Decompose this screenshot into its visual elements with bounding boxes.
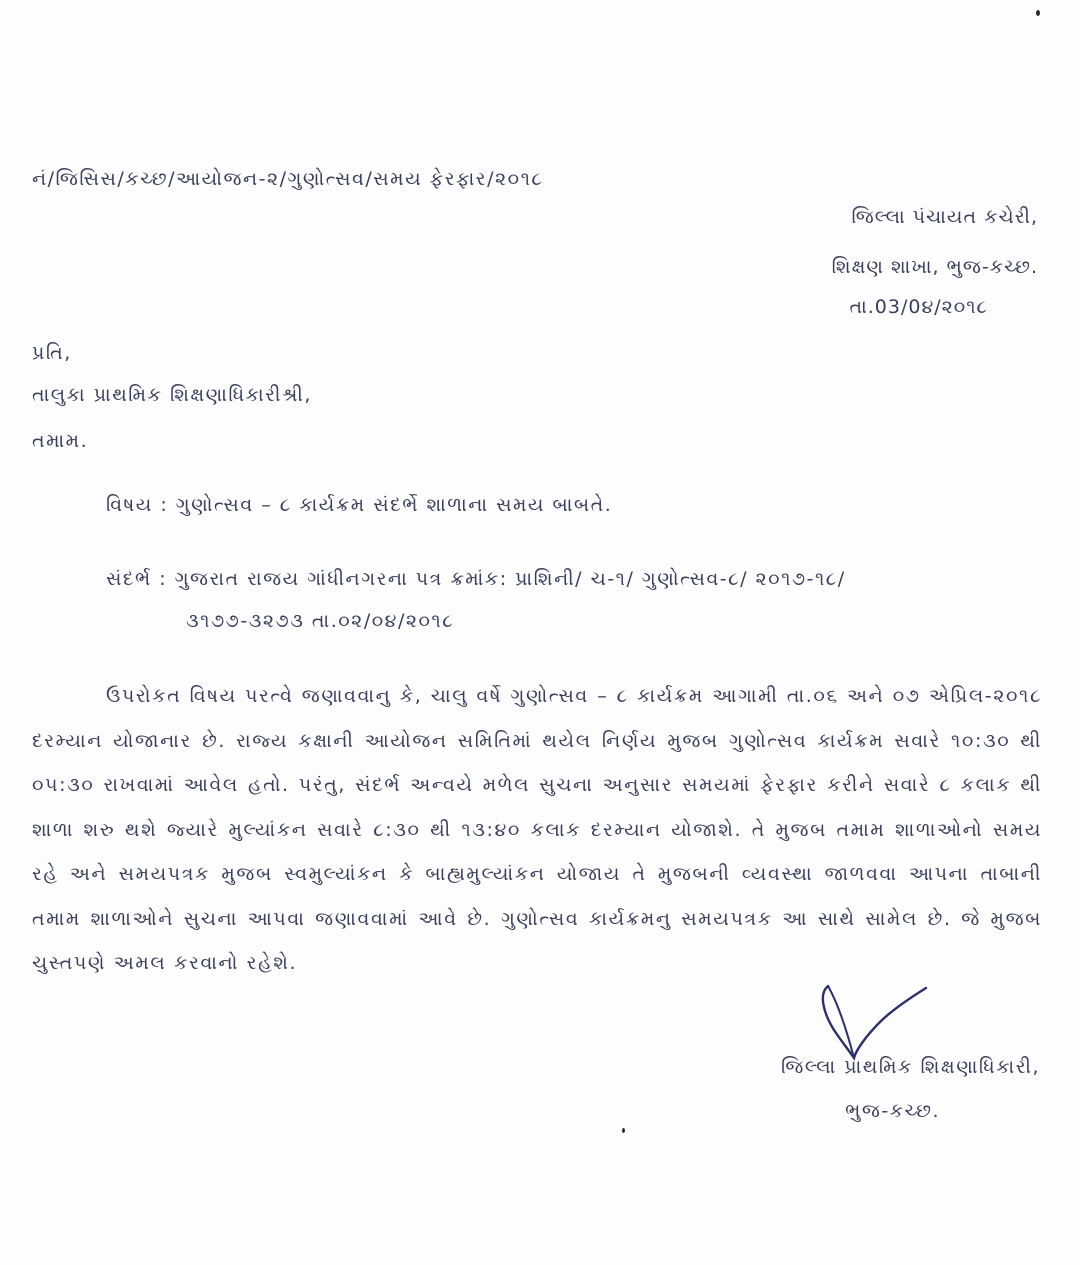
recipient-scope: તમામ. xyxy=(32,430,89,452)
letter-date: તા.03/0૪/૨૦૧૮ xyxy=(849,296,988,318)
sender-department: શિક્ષણ શાખા, ભુજ-કચ્છ. xyxy=(831,256,1038,278)
subject-line: વિષય : ગુણોત્સવ – ૮ કાર્યક્રમ સંદર્ભે શાળાના સમય બાબતે. xyxy=(106,494,613,516)
ink-speck xyxy=(1036,10,1040,16)
recipient-salutation: પ્રતિ, xyxy=(32,342,72,364)
reference-line-2: ૩૧૭૭-૩૨૭૩ તા.૦૨/૦૪/૨૦૧૮ xyxy=(186,610,455,632)
reference-line-1: સંદર્ભ : ગુજરાત રાજય ગાંધીનગરના પત્ર ક્રમાંક: પ્રાશિની/ ચ-૧/ ગુણોત્સવ-૮/ ૨૦૧૭-૧૮/ xyxy=(106,568,846,590)
letter-body: ઉપરોકત વિષય પરત્વે જણાવવાનુ કે, ચાલુ વર્ષે ગુણોત્સવ – ૮ કાર્યક્રમ આગામી તા.૦૬ અને ૦૭ એપ્રિલ-૨૦૧૮ દરમ્યાન યોજાનાર છે. રાજ્ય કક્ષાની આયોજન સમિતિમાં થયેલ નિર્ણય મુજબ ગુણોત્સવ કાર્યક્રમ સવારે ૧૦:૩૦ થી ૦૫:૩૦ રાખવામાં આવેલ હતો. પરંતુ, સંદર્ભ અન્વયે મળેલ સુચના અનુસાર સમયમાં ફેરફાર કરીને સવારે ૮ કલાક થી શાળા શરુ થશે જ્યારે મુલ્યાંકન સવારે ૮:૩૦ થી ૧૩:૪૦ કલાક દરમ્યાન યોજાશે. તે મુજબ તમામ શાળાઓનો સમય રહે અને સમયપત્રક મુજબ સ્વમુલ્યાંકન કે બાહ્યમુલ્યાંકન યોજાય તે મુજબની વ્યવસ્થા જાળવવા આપના તાબાની તમામ શાળાઓને સુચના આપવા જણાવવામાં આવે છે. ગુણોત્સવ કાર્યક્રમનુ સમયપત્રક આ સાથે સામેલ છે. જે મુજબ ચુસ્તપણે અમલ કરવાનો રહેશે. xyxy=(32,685,1042,974)
signatory-title: જિલ્લા પ્રાથમિક શિક્ષણાધિકારી, xyxy=(781,1056,1040,1078)
recipient-title: તાલુકા પ્રાથમિક શિક્ષણાધિકારીશ્રી, xyxy=(32,384,312,406)
ink-speck xyxy=(622,1128,625,1133)
reference-number: નં/જિસિસ/કચ્છ/આયોજન-૨/ગુણોત્સવ/સમય ફેરફાર/૨૦૧૮ xyxy=(32,168,544,190)
signatory-place: ભુજ-કચ્છ. xyxy=(845,1100,940,1122)
sender-office: જિલ્લા પંચાયત કચેરી, xyxy=(851,206,1038,228)
